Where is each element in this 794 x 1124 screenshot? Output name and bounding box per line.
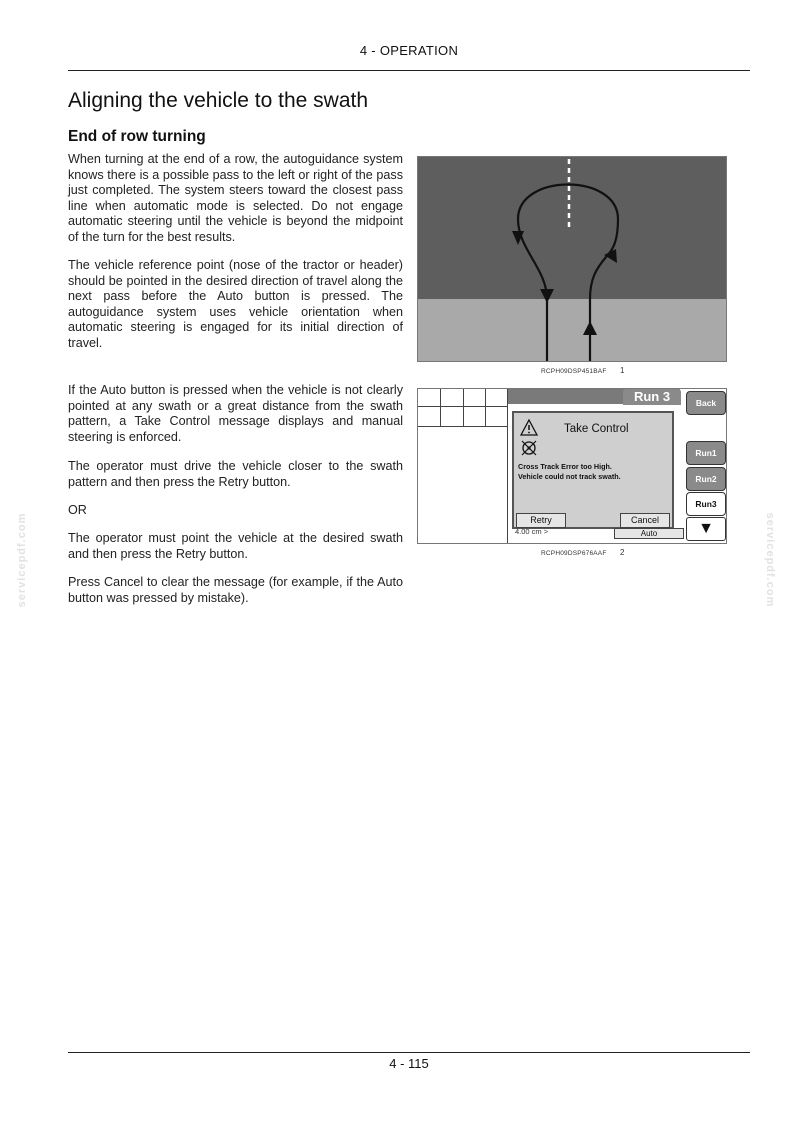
offset-value: 4.00 cm > — [515, 527, 549, 536]
figure-take-control-screen — [417, 388, 727, 544]
steering-wheel-disabled-icon — [520, 439, 538, 457]
dialog-message-line: Cross Track Error too High. — [518, 462, 612, 471]
cancel-button[interactable]: Cancel — [620, 513, 670, 528]
page-title: Aligning the vehicle to the swath — [68, 89, 369, 112]
scroll-down-button[interactable]: ▼ — [686, 517, 726, 541]
footer-page-number: 4 - 115 — [389, 1056, 429, 1071]
figure2-caption: RCPH09DSP676AAF — [541, 550, 607, 557]
grid-cell — [464, 389, 486, 407]
grid-cell — [464, 407, 486, 427]
paragraph-end-of-row: When turning at the end of a row, the autoguidance system knows there is a possible pass to the left or right of the pass just completed. The system steers toward the closest pass line when automatic mode is selected. Do not engage automatic steering until the vehicle is beyond the midpoint of the turn for the best results. — [68, 152, 403, 244]
paragraph-or: OR — [68, 503, 87, 517]
auto-button[interactable]: Auto — [614, 528, 684, 539]
grid-cell — [486, 407, 508, 427]
grid-cell — [441, 389, 464, 407]
paragraph-press-cancel: Press Cancel to clear the message (for example, if the Auto button was pressed by mistake). — [68, 575, 403, 605]
run1-button[interactable]: Run1 — [686, 441, 726, 465]
field-dark-area — [418, 157, 726, 299]
paragraph-drive-closer: The operator must drive the vehicle closer to the swath pattern and then press the Retry button. — [68, 459, 403, 489]
page-header-section: 4 - OPERATION — [359, 43, 459, 58]
dialog-message — [518, 462, 621, 482]
figure-turn-diagram — [417, 156, 727, 362]
paragraph-auto-button: If the Auto button is pressed when the vehicle is not clearly pointed at any swath or a great distance from the swath pattern, a Take Control message displays and manual steering is enforced. — [68, 383, 403, 444]
header-rule — [68, 70, 750, 71]
field-light-area — [418, 299, 726, 361]
figure1-number: 1 — [620, 366, 625, 375]
watermark-left: servicepdf.com — [16, 512, 28, 608]
grid-cell — [486, 389, 508, 407]
grid-cell — [418, 407, 441, 427]
run2-button[interactable]: Run2 — [686, 467, 726, 491]
back-button[interactable]: Back — [686, 391, 726, 415]
watermark-right: servicepdf.com — [764, 512, 776, 608]
figure1-caption: RCPH09DSP451BAF — [541, 368, 607, 375]
retry-button[interactable]: Retry — [516, 513, 566, 528]
warning-icon — [520, 419, 538, 437]
run3-button[interactable]: Run3 — [686, 492, 726, 516]
tab-run-3[interactable]: Run 3 — [623, 389, 681, 405]
grid-cell — [441, 407, 464, 427]
turn-diagram-svg — [418, 157, 726, 361]
take-control-dialog — [512, 411, 674, 529]
paragraph-reference-point: The vehicle reference point (nose of the tractor or header) should be pointed in the desired direction of travel along the next pass before the Auto button is pressed. The autoguidance system uses vehicle orientation when automatic steering is engaged for its initial direction of travel. — [68, 258, 403, 350]
dialog-message-line: Vehicle could not track swath. — [518, 472, 621, 481]
paragraph-point-vehicle: The operator must point the vehicle at the desired swath and then press the Retry button. — [68, 531, 403, 561]
grid-cell — [418, 389, 441, 407]
footer-rule — [68, 1052, 750, 1053]
dialog-title: Take Control — [564, 423, 629, 435]
section-heading: End of row turning — [68, 128, 206, 145]
figure2-number: 2 — [620, 548, 625, 557]
grid-cell — [418, 427, 508, 544]
